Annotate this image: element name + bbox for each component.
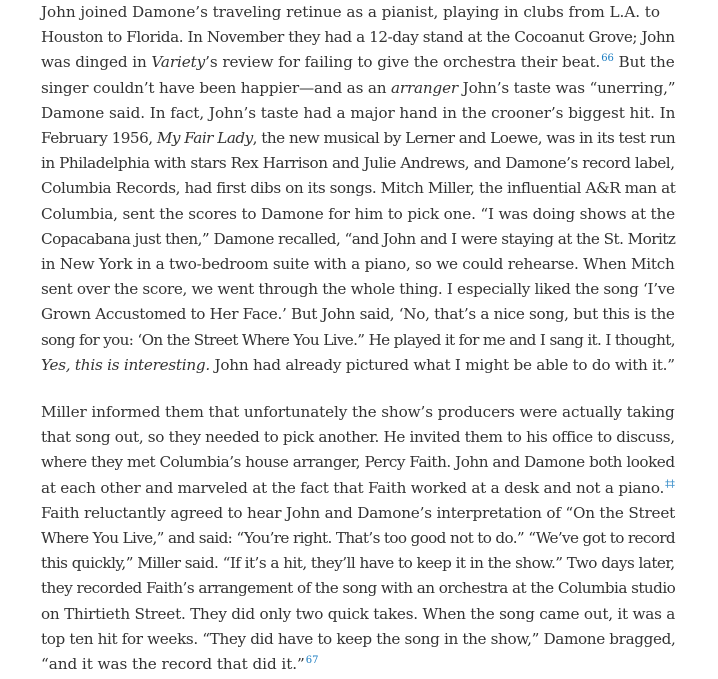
text-segment: Grown Accustomed to Her Face.’ But John said, ‘No, that’s a nice song, but this is the [41,305,675,324]
italic-text: My Fair Lady [156,129,253,148]
text-segment: this quickly,” Miller said. “If it’s a hit, they’ll have to keep it in the show.” Two days later, [41,554,675,573]
text-line [41,501,675,526]
text-segment: Copacabana just then,” Damone recalled, “and John and I were staying at the St. Moritz [41,229,676,248]
text-line [41,227,675,252]
text-segment: February 1956, [41,129,157,148]
text-segment: ’s review for failing to give the orchestra their beat. [205,53,601,72]
text-segment: But the [613,53,675,72]
text-line [41,627,675,652]
text-segment: in New York in a two-bedroom suite with a piano, so we could rehearse. When Mitch [41,255,675,274]
text-line [41,252,675,277]
text-segment: “and it was the record that did it.” [41,655,305,674]
italic-text: arranger [391,78,458,97]
text-line [41,76,675,101]
text-line [41,551,675,576]
text-segment: Miller informed them that unfortunately the show’s producers were actually taking [41,403,675,422]
text-segment: , the new musical by Lerner and Loewe, was in its test run [252,129,676,148]
text-line [41,425,675,450]
text-segment: Houston to Florida. In November they had a 12-day stand at the Cocoanut Grove; John [41,28,675,47]
text-segment: they recorded Faith’s arrangement of the song with an orchestra at the Columbia studio [41,579,676,598]
text-line [41,450,675,475]
text-segment: song for you: ‘On the Street Where You Live.” He played it for me and I sang it. I thought, [41,330,675,349]
text-segment: on Thirtieth Street. They did only two quick takes. When the song came out, it was a [41,604,676,623]
text-line [41,25,675,50]
text-line [41,126,675,151]
paragraph [41,400,675,677]
footnote-link[interactable]: 67 [305,655,319,667]
text-segment: Columbia, sent the scores to Damone for him to pick one. “I was doing shows at the [41,204,675,223]
text-line [41,576,675,601]
text-line [41,202,675,227]
text-line [41,353,675,378]
text-segment: Columbia Records, had first dibs on its songs. Mitch Miller, the influential A&R man at [41,179,676,198]
footnote-link[interactable]: ‡‡ [665,478,675,490]
text-segment: was dinged in [41,53,152,72]
paragraph [41,0,675,378]
text-line [41,602,675,627]
text-line [41,652,675,677]
italic-text: Yes, this is interesting. [41,355,210,374]
text-segment: John had already pictured what I might be able to do with it.” [209,355,675,374]
text-segment: John joined Damone’s traveling retinue as a pianist, playing in clubs from L.A. to [41,3,660,21]
text-line [41,302,675,327]
text-segment: where they met Columbia’s house arranger, Percy Faith. John and Damone both looked [41,453,675,472]
text-line [41,176,675,201]
text-segment: Faith reluctantly agreed to hear John and Damone’s interpretation of “On the Street [41,503,676,522]
text-segment: sent over the score, we went through the whole thing. I especially liked the song ‘I’ve [41,280,675,299]
text-line [41,0,675,25]
text-segment: that song out, so they needed to pick another. He invited them to his office to discuss, [41,428,675,447]
text-segment: in Philadelphia with stars Rex Harrison and Julie Andrews, and Damone’s record label, [41,154,675,173]
footnote-link[interactable]: 66 [601,53,614,65]
text-line [41,151,675,176]
italic-text: Variety [151,53,206,72]
book-page [41,0,675,677]
text-line [41,328,675,353]
text-line [41,526,675,551]
text-line [41,101,675,126]
text-segment: John’s taste was “unerring,” [458,78,676,97]
text-segment: singer couldn’t have been happier—and as an [41,78,391,97]
text-line [41,400,675,425]
text-segment: Where You Live,” and said: “You’re right. That’s too good not to do.” “We’ve got to record [41,529,675,548]
text-segment: top ten hit for weeks. “They did have to keep the song in the show,” Damone bragged, [41,629,676,648]
text-line [41,50,675,75]
text-line [41,277,675,302]
page-content [41,0,675,677]
text-line [41,476,675,501]
text-segment: at each other and marveled at the fact that Faith worked at a desk and not a piano. [41,478,665,497]
text-segment: Damone said. In fact, John’s taste had a major hand in the crooner’s biggest hit. In [41,103,676,122]
